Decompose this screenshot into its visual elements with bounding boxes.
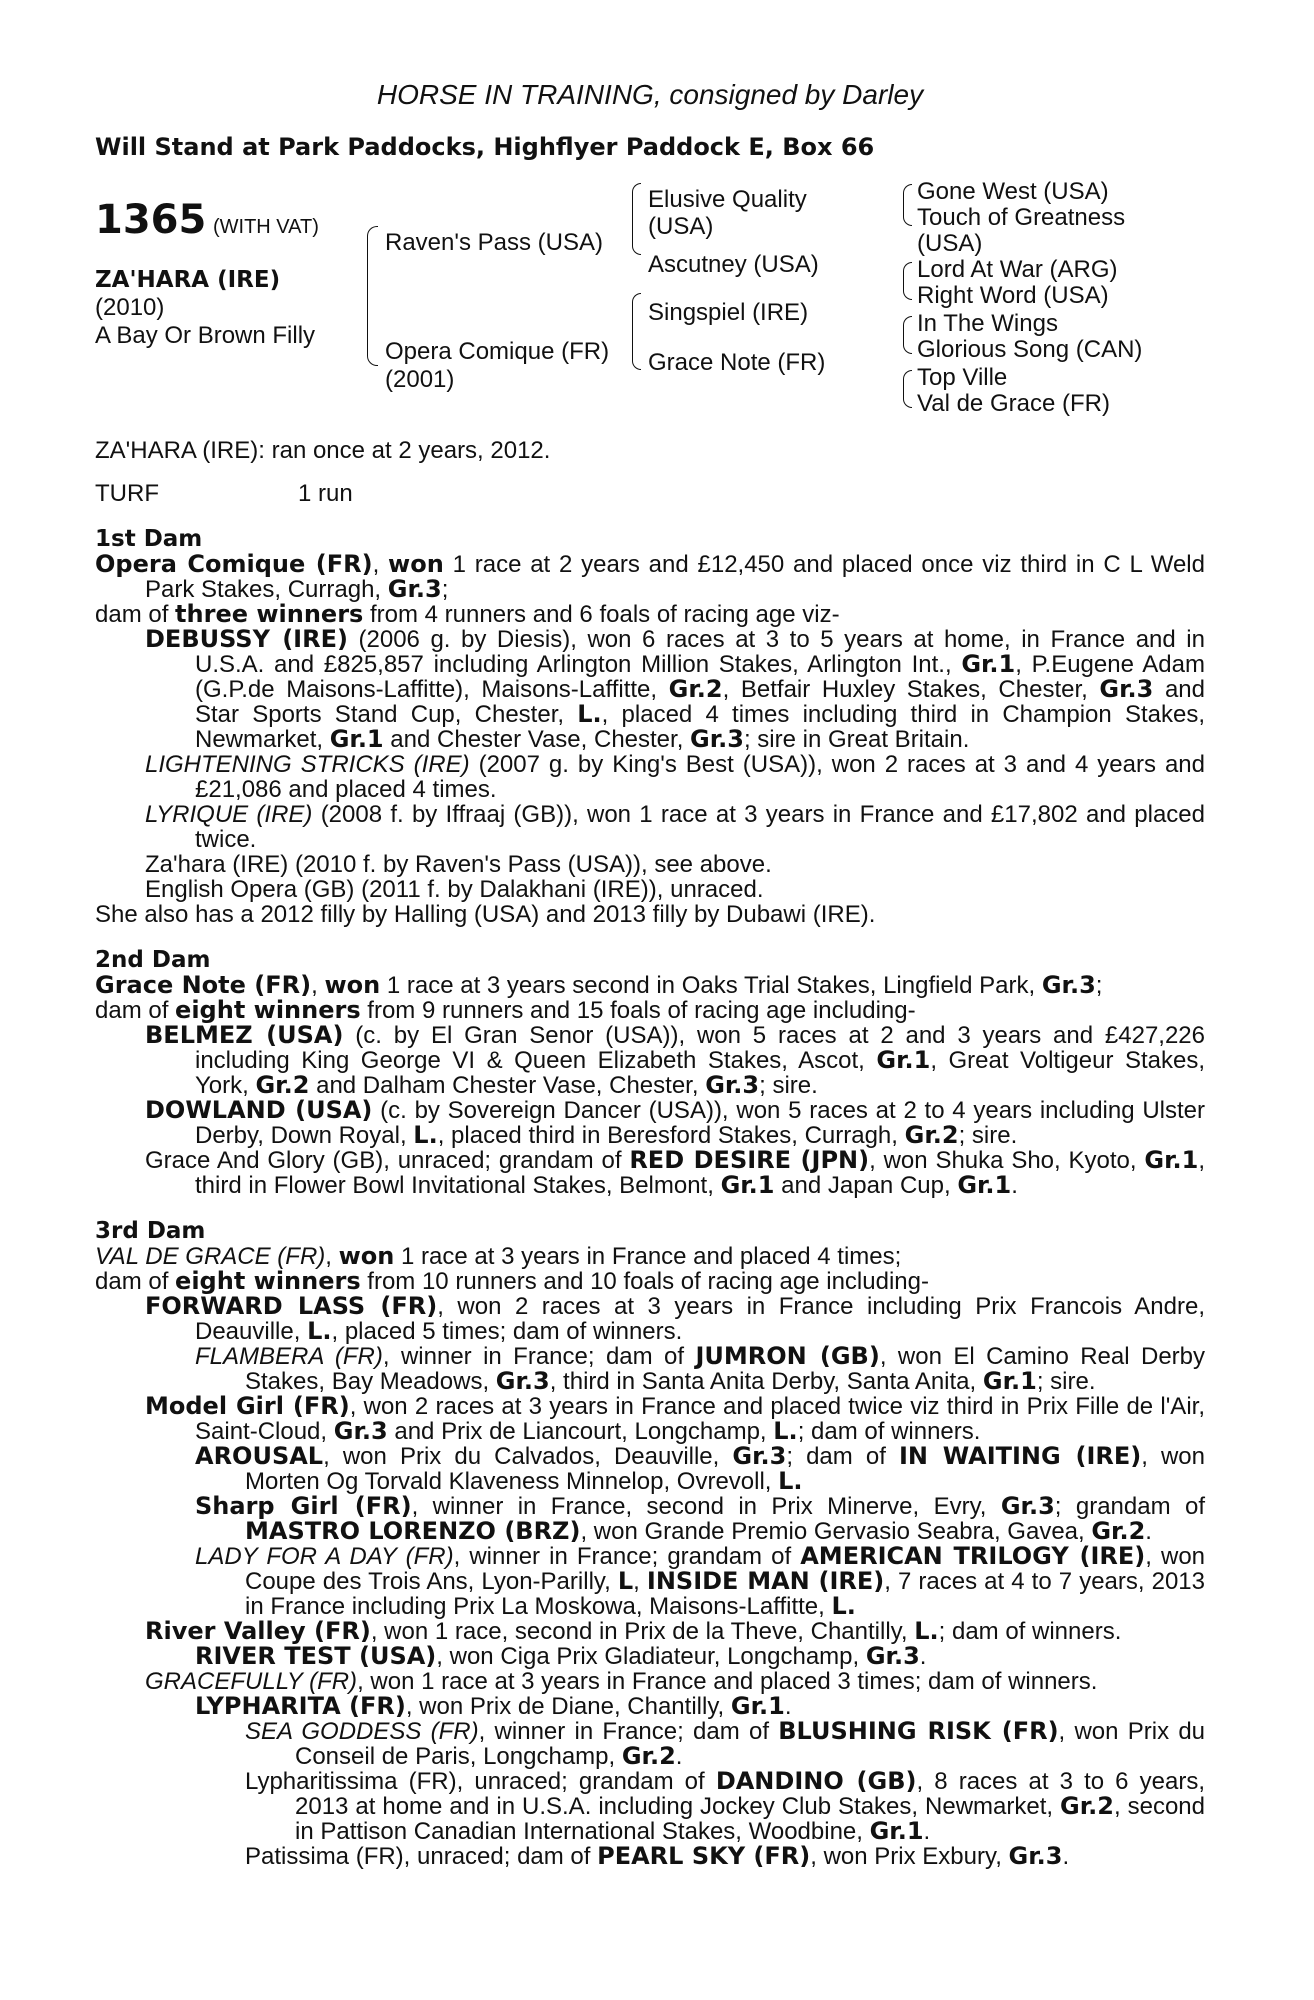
grade-label: Gr.3 bbox=[1041, 971, 1096, 999]
horse-name: DOWLAND (USA) bbox=[145, 1096, 373, 1124]
record-text: , winner in France; dam of bbox=[382, 1343, 696, 1370]
race-record-summary: ZA'HARA (IRE): ran once at 2 years, 2012. bbox=[95, 437, 551, 464]
first-dam-record: Opera Comique (FR), won 1 race at 2 years and £12,450 and placed once viz third in C L Weld Park Stakes, Curragh, Gr.3; bbox=[95, 550, 1205, 603]
horse-name: River Valley (FR) bbox=[145, 1617, 371, 1645]
pedigree-table bbox=[95, 178, 1205, 428]
first-dam-name: Opera Comique (FR) bbox=[95, 550, 373, 578]
produce-text: dam of bbox=[95, 601, 176, 628]
produce-zahara: Za'hara (IRE) (2010 f. by Raven's Pass (USA)), see above. bbox=[145, 851, 772, 878]
record-text: . bbox=[1011, 1172, 1018, 1199]
horse-name: RED DESIRE (JPN) bbox=[629, 1146, 870, 1174]
horse-name: BLUSHING RISK (FR) bbox=[778, 1717, 1059, 1745]
record-text: , won Morten Og Torvald Klaveness Minnelop, Ovrevoll, bbox=[245, 1443, 1206, 1495]
pedigree-brace bbox=[903, 184, 912, 226]
record-text: , 7 races at 4 to 7 years, 2013 in France including Prix La Moskowa, Maisons-Laffitte, bbox=[245, 1568, 1206, 1620]
produce-sea-goddess bbox=[95, 1719, 1205, 1769]
record-text: , Great Voltigeur Stakes, York, bbox=[195, 1047, 1205, 1099]
record-text: 1 race at 2 years and £12,450 and placed once viz third in C L Weld Park Stakes, Curragh, bbox=[145, 551, 1205, 603]
produce-patissima bbox=[95, 1844, 1205, 1869]
record-text: ; grandam of bbox=[1054, 1493, 1205, 1520]
produce-lypharita bbox=[95, 1694, 1205, 1719]
record-text: , winner in France; grandam of bbox=[453, 1543, 801, 1570]
pedigree-dam-year: (2001) bbox=[385, 366, 455, 393]
record-text: , won Grande Premio Gervasio Seabra, Gavea, bbox=[580, 1518, 1092, 1545]
stand-location: Will Stand at Park Paddocks, Highflyer Paddock E, Box 66 bbox=[95, 133, 875, 161]
pedigree-brace bbox=[632, 293, 641, 370]
pedigree-brace bbox=[367, 226, 378, 366]
record-text: , won El Camino Real Derby Stakes, Bay Meadows, bbox=[245, 1343, 1206, 1395]
produce-text: dam of bbox=[95, 997, 176, 1024]
pedigree-sire: Raven's Pass (USA) bbox=[385, 229, 603, 256]
record-text: . bbox=[1145, 1518, 1152, 1545]
pedigree-g3-5: Right Word (USA) bbox=[917, 282, 1109, 309]
second-dam-produce bbox=[95, 998, 1205, 1023]
produce-forward-lass bbox=[95, 1294, 1205, 1344]
grade-label: Gr.2 bbox=[255, 1071, 310, 1099]
produce-lyrique bbox=[95, 802, 1205, 852]
third-dam-record: VAL DE GRACE (FR), won 1 race at 3 years in France and placed 4 times; bbox=[95, 1242, 902, 1270]
produce-arousal bbox=[95, 1444, 1205, 1494]
lot-info bbox=[95, 196, 365, 350]
horse-name: GRACEFULLY (FR) bbox=[145, 1668, 358, 1695]
pedigree-sire-sire bbox=[648, 186, 807, 240]
grade-label: Gr.3 bbox=[1008, 1842, 1063, 1870]
produce-gracefully bbox=[95, 1669, 1205, 1694]
horse-name: Sharp Girl (FR) bbox=[195, 1492, 412, 1520]
produce-flambera bbox=[95, 1344, 1205, 1394]
grade-label: Gr.1 bbox=[329, 725, 384, 753]
record-text: , 8 races at 3 to 6 years, 2013 at home and in U.S.A. including Jockey Club Stakes, Newmarket, bbox=[295, 1768, 1205, 1820]
winners-count: eight winners bbox=[175, 1267, 361, 1295]
record-text: (c. by El Gran Senor (USA)), won 5 races at 2 and 3 years and £427,226 including King George VI & Queen Elizabeth Stakes, Ascot, bbox=[195, 1022, 1205, 1074]
won-label: won bbox=[324, 971, 381, 999]
grade-label: Gr.2 bbox=[1091, 1517, 1146, 1545]
record-text: , won 1 race at 3 years in France and placed 3 times; dam of winners. bbox=[357, 1668, 1098, 1695]
horse-name: MASTRO LORENZO (BRZ) bbox=[245, 1517, 581, 1545]
produce-belmez bbox=[95, 1023, 1205, 1098]
horse-name: INSIDE MAN (IRE) bbox=[646, 1567, 885, 1595]
first-dam-also: She also has a 2012 filly by Halling (USA) and 2013 filly by Dubawi (IRE). bbox=[95, 901, 876, 928]
record-text: ; sire. bbox=[759, 1072, 818, 1099]
grade-label: Gr.2 bbox=[668, 675, 723, 703]
horse-name: LYRIQUE (IRE) bbox=[145, 801, 313, 828]
pedigree-dam-dam: Grace Note (FR) bbox=[648, 349, 826, 376]
horse-name: AROUSAL bbox=[195, 1442, 324, 1470]
won-label: won bbox=[338, 1242, 395, 1270]
grade-label: Gr.3 bbox=[495, 1367, 550, 1395]
listed-label: L. bbox=[773, 1417, 798, 1445]
produce-english-opera: English Opera (GB) (2011 f. by Dalakhani (IRE)), unraced. bbox=[145, 876, 764, 903]
second-dam-record: Grace Note (FR), won 1 race at 3 years second in Oaks Trial Stakes, Lingfield Park, Gr.3; bbox=[95, 971, 1103, 999]
record-text: , won 1 race, second in Prix de la Theve, Chantilly, bbox=[370, 1618, 915, 1645]
first-dam-heading: 1st Dam bbox=[95, 526, 203, 552]
record-text: , won Shuka Sho, Kyoto, bbox=[869, 1147, 1145, 1174]
listed-label: L. bbox=[307, 1317, 332, 1345]
lot-number: 1365 bbox=[95, 197, 207, 243]
record-text: , won 2 races at 3 years in France including Prix Francois Andre, Deauville, bbox=[195, 1293, 1205, 1345]
first-dam-produce bbox=[95, 602, 1205, 627]
record-text: , P.Eugene Adam (G.P.de Maisons-Laffitte), Maisons-Laffitte, bbox=[195, 651, 1205, 703]
grade-label: Gr.1 bbox=[730, 1692, 785, 1720]
record-text: , placed third in Beresford Stakes, Curragh, bbox=[437, 1122, 905, 1149]
record-text: and Dalham Chester Vase, Chester, bbox=[309, 1072, 706, 1099]
record-text: . bbox=[919, 1643, 927, 1670]
record-text: , Betfair Huxley Stakes, Chester, bbox=[722, 676, 1100, 703]
horse-name: SEA GODDESS (FR) bbox=[245, 1718, 479, 1745]
grade-label: Gr.1 bbox=[869, 1817, 924, 1845]
produce-lady-for-a-day bbox=[95, 1544, 1205, 1619]
horse-name: BELMEZ (USA) bbox=[145, 1021, 344, 1049]
listed-label: L. bbox=[413, 1121, 438, 1149]
horse-name: LADY FOR A DAY (FR) bbox=[195, 1543, 454, 1570]
winners-count: three winners bbox=[175, 600, 364, 628]
second-dam-heading: 2nd Dam bbox=[95, 947, 211, 973]
grade-label: Gr.3 bbox=[732, 1442, 787, 1470]
record-text: , bbox=[633, 1568, 647, 1595]
record-text: ; sire in Great Britain. bbox=[743, 726, 970, 753]
horse-name: DEBUSSY (IRE) bbox=[145, 625, 348, 653]
listed-label: L. bbox=[914, 1617, 939, 1645]
pedigree-g3-1: Gone West (USA) bbox=[917, 178, 1109, 205]
record-text: . bbox=[784, 1693, 792, 1720]
page-title: HORSE IN TRAINING, consigned by Darley bbox=[376, 79, 924, 110]
record-text: , placed 4 times including third in Champion Stakes, Newmarket, bbox=[195, 701, 1205, 753]
horse-name: JUMRON (GB) bbox=[695, 1342, 880, 1370]
horse-year: (2010) bbox=[95, 294, 165, 321]
record-text: and Prix de Liancourt, Longchamp, bbox=[387, 1418, 774, 1445]
pedigree-g3-3: (USA) bbox=[917, 230, 983, 257]
pedigree-g3-7: Glorious Song (CAN) bbox=[917, 336, 1143, 363]
produce-lightening bbox=[95, 752, 1205, 802]
second-dam-name: Grace Note (FR) bbox=[95, 971, 312, 999]
produce-text: from 10 runners and 10 foals of racing age including- bbox=[360, 1268, 929, 1295]
listed-label: L. bbox=[577, 700, 602, 728]
pedigree-g3-9: Val de Grace (FR) bbox=[917, 390, 1110, 417]
record-text: Grace And Glory (GB), unraced; grandam of bbox=[145, 1147, 630, 1174]
pedigree-dam-name: Opera Comique (FR) bbox=[385, 338, 610, 365]
race-surface: TURF bbox=[95, 480, 159, 507]
pedigree-brace bbox=[632, 183, 641, 255]
horse-name: LYPHARITA (FR) bbox=[195, 1692, 406, 1720]
pedigree-sire-sire-name: Elusive Quality bbox=[648, 186, 807, 213]
record-text: , winner in France; dam of bbox=[478, 1718, 779, 1745]
grade-label: Gr.1 bbox=[1144, 1146, 1199, 1174]
record-text: , won Prix du Conseil de Paris, Longchamp, bbox=[295, 1718, 1206, 1770]
record-text: , third in Flower Bowl Invitational Stakes, Belmont, bbox=[195, 1147, 1206, 1199]
record-text: ; dam of winners. bbox=[797, 1418, 981, 1445]
horse-name: AMERICAN TRILOGY (IRE) bbox=[800, 1542, 1146, 1570]
record-text: (2006 g. by Diesis), won 6 races at 3 to 5 years at home, in France and in U.S.A. and £825,857 including Arlington Million Stakes, Arlington Int., bbox=[195, 626, 1205, 678]
race-record-turf bbox=[95, 481, 1205, 506]
produce-sharp-girl bbox=[95, 1494, 1205, 1544]
catalogue-page bbox=[95, 78, 1205, 1869]
grade-label: Gr.1 bbox=[957, 1171, 1012, 1199]
record-text: and Chester Vase, Chester, bbox=[383, 726, 691, 753]
record-text: , won 2 races at 3 years in France and placed twice viz third in Prix Fille de l'Air, Saint-Cloud, bbox=[195, 1393, 1205, 1445]
produce-grace-and-glory bbox=[95, 1148, 1205, 1198]
pedigree-dam bbox=[385, 338, 609, 394]
winners-count: eight winners bbox=[175, 996, 361, 1024]
grade-label: Gr.1 bbox=[720, 1171, 775, 1199]
produce-river-test bbox=[95, 1644, 1205, 1669]
produce-text: from 4 runners and 6 foals of racing age viz- bbox=[363, 601, 840, 628]
record-text: ; sire. bbox=[958, 1122, 1018, 1149]
record-text: , winner in France, second in Prix Minerve, Evry, bbox=[411, 1493, 1001, 1520]
grade-label: Gr.2 bbox=[904, 1121, 959, 1149]
pedigree-g3-8: Top Ville bbox=[917, 364, 1008, 391]
record-text: ; bbox=[1095, 972, 1103, 999]
record-text: and Star Sports Stand Cup, Chester, bbox=[195, 676, 1205, 728]
grade-label: Gr.2 bbox=[1060, 1792, 1114, 1820]
horse-description: A Bay Or Brown Filly bbox=[95, 322, 316, 349]
record-text: 1 race at 3 years second in Oaks Trial Stakes, Lingfield Park, bbox=[380, 972, 1042, 999]
record-text: , second in Pattison Canadian International Stakes, Woodbine, bbox=[295, 1793, 1205, 1845]
pedigree-g3-6: In The Wings bbox=[917, 310, 1058, 337]
pedigree-sire-sire-country: (USA) bbox=[648, 213, 714, 240]
grade-label: Gr.1 bbox=[982, 1367, 1037, 1395]
record-text: , placed 5 times; dam of winners. bbox=[331, 1318, 683, 1345]
record-text: ; dam of winners. bbox=[938, 1618, 1122, 1645]
horse-name: Model Girl (FR) bbox=[145, 1392, 350, 1420]
record-text: , won Coupe des Trois Ans, Lyon-Parilly, bbox=[245, 1543, 1206, 1595]
record-text: (2007 g. by King's Best (USA)), won 2 races at 3 and 4 years and £21,086 and placed 4 times. bbox=[195, 751, 1205, 803]
pedigree-g3-2: Touch of Greatness bbox=[917, 204, 1126, 231]
pedigree-g3-4: Lord At War (ARG) bbox=[917, 256, 1118, 283]
record-text: , won Prix de Diane, Chantilly, bbox=[405, 1693, 731, 1720]
horse-name: DANDINO (GB) bbox=[715, 1767, 917, 1795]
record-text: (2008 f. by Iffraaj (GB)), won 1 race at 3 years in France and £17,802 and placed twice. bbox=[195, 801, 1205, 853]
grade-label: Gr.3 bbox=[1000, 1492, 1055, 1520]
record-text: (c. by Sovereign Dancer (USA)), won 5 races at 2 to 4 years including Ulster Derby, Down Royal, bbox=[195, 1097, 1206, 1149]
race-runs: 1 run bbox=[298, 480, 353, 507]
horse-name: ZA'HARA (IRE) bbox=[95, 267, 281, 293]
produce-text: dam of bbox=[95, 1268, 176, 1295]
produce-debussy bbox=[95, 627, 1205, 752]
produce-lypharitissima bbox=[95, 1769, 1205, 1844]
horse-name: RIVER TEST (USA) bbox=[195, 1642, 437, 1670]
record-text: Lypharitissima (FR), unraced; grandam of bbox=[245, 1768, 716, 1795]
grade-label: Gr.3 bbox=[705, 1071, 760, 1099]
record-text: 1 race at 3 years in France and placed 4 times; bbox=[394, 1243, 902, 1270]
record-text: ; sire. bbox=[1036, 1368, 1096, 1395]
grade-label: Gr.3 bbox=[333, 1417, 388, 1445]
grade-label: Gr.3 bbox=[865, 1642, 920, 1670]
record-text: Patissima (FR), unraced; dam of bbox=[245, 1843, 598, 1870]
record-text: and Japan Cup, bbox=[774, 1172, 958, 1199]
third-dam-name: VAL DE GRACE (FR) bbox=[95, 1243, 326, 1270]
record-text: , won Ciga Prix Gladiateur, Longchamp, bbox=[436, 1643, 866, 1670]
grade-label: Gr.3 bbox=[387, 575, 442, 603]
produce-dowland bbox=[95, 1098, 1205, 1148]
listed-label: L. bbox=[831, 1592, 856, 1620]
produce-model-girl bbox=[95, 1394, 1205, 1444]
horse-name: FORWARD LASS (FR) bbox=[145, 1292, 438, 1320]
pedigree-brace bbox=[903, 370, 912, 408]
record-text: . bbox=[923, 1818, 931, 1845]
grade-label: Gr.1 bbox=[876, 1046, 931, 1074]
record-text: , won Prix du Calvados, Deauville, bbox=[323, 1443, 733, 1470]
pedigree-brace bbox=[903, 316, 912, 354]
record-text: , won Prix Exbury, bbox=[810, 1843, 1009, 1870]
listed-label: L. bbox=[778, 1467, 803, 1495]
pedigree-sire-dam: Ascutney (USA) bbox=[648, 251, 819, 278]
produce-text: from 9 runners and 15 foals of racing age including- bbox=[360, 997, 916, 1024]
pedigree-brace bbox=[903, 262, 912, 300]
horse-name: IN WAITING (IRE) bbox=[898, 1442, 1142, 1470]
record-text: . bbox=[675, 1743, 683, 1770]
grade-label: Gr.1 bbox=[961, 650, 1016, 678]
vat-label: (WITH VAT) bbox=[213, 216, 319, 238]
listed-label: L bbox=[617, 1567, 634, 1595]
horse-name: FLAMBERA (FR) bbox=[195, 1343, 383, 1370]
horse-name: LIGHTENING STRICKS (IRE) bbox=[145, 751, 470, 778]
third-dam-produce bbox=[95, 1269, 1205, 1294]
grade-label: Gr.3 bbox=[690, 725, 744, 753]
horse-name: PEARL SKY (FR) bbox=[597, 1842, 811, 1870]
produce-river-valley bbox=[95, 1619, 1205, 1644]
grade-label: Gr.3 bbox=[1099, 675, 1154, 703]
record-text: , third in Santa Anita Derby, Santa Anita, bbox=[549, 1368, 983, 1395]
record-text: . bbox=[1062, 1843, 1070, 1870]
grade-label: Gr.2 bbox=[621, 1742, 676, 1770]
pedigree-dam-sire: Singspiel (IRE) bbox=[648, 299, 809, 326]
third-dam-heading: 3rd Dam bbox=[95, 1218, 206, 1244]
record-text: ; dam of bbox=[786, 1443, 899, 1470]
won-label: won bbox=[388, 550, 444, 578]
